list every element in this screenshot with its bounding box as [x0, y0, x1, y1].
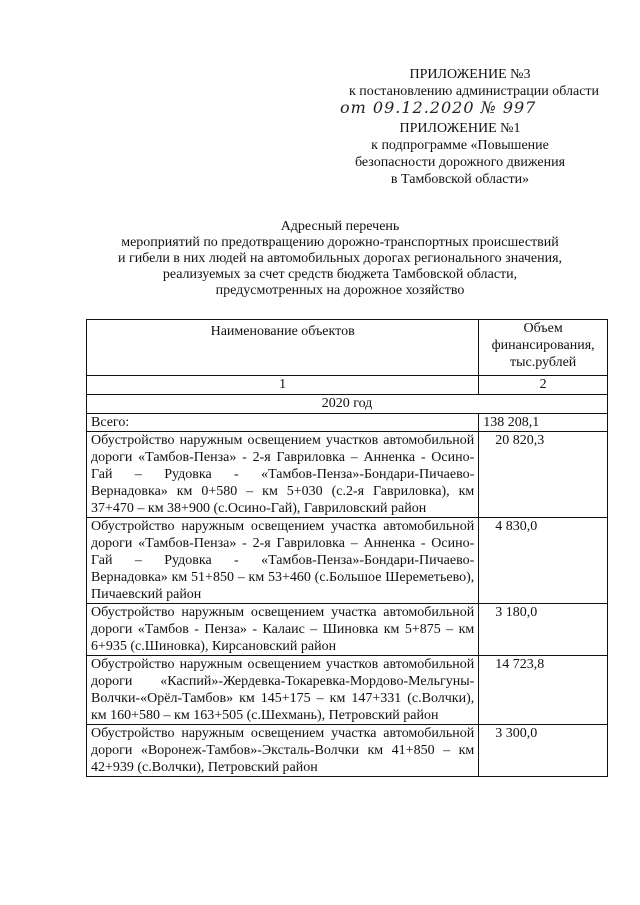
column-number: 2	[479, 376, 608, 395]
document-title-line: реализуемых за счет средств бюджета Тамбовской области,	[162, 267, 518, 282]
appendix1-header	[330, 120, 590, 188]
total-row	[87, 414, 608, 432]
handwritten-date-number	[340, 98, 610, 120]
document-title	[80, 219, 600, 299]
document-title-line: предусмотренных на дорожное хозяйство	[215, 283, 465, 298]
table-row	[87, 656, 608, 725]
column-number: 1	[87, 376, 479, 395]
column-header-volume-line: финансирования,	[491, 338, 595, 353]
object-name: Обустройство наружным освещением участка автомобильной дороги «Тамбов-Пенза» - 2-я Гавриловка – Анненка - Осино-Гай – Рудовка - «Тамбов-Пенза»-Бондари-Пичаево-Вернадовка» км 51+850 – км 53+460 (с.Большое Шереметьево), Пичаевский район	[87, 518, 479, 604]
object-name: Обустройство наружным освещением участка автомобильной дороги «Тамбов - Пенза» - Калаис – Шиновка км 5+875 – км 6+935 (с.Шиновка), Кирсановский район	[87, 604, 479, 656]
appendix1-line: безопасности дорожного движения	[354, 155, 566, 170]
table-header-row	[87, 320, 608, 376]
handwritten-date-text: от 09.12.2020 № 997	[340, 98, 537, 117]
table-row	[87, 518, 608, 604]
appendix3-title: ПРИЛОЖЕНИЕ №3	[409, 67, 531, 82]
appendix3-line: к постановлению администрации области	[348, 84, 600, 99]
object-value: 20 820,3	[479, 432, 608, 518]
column-header-volume-line: тыс.рублей	[509, 355, 577, 370]
appendix3-header	[300, 66, 640, 100]
object-name: Обустройство наружным освещением участка автомобильной дороги «Воронеж-Тамбов»-Эксталь-Волчки км 41+850 – км 42+939 (с.Волчки), Петровский район	[87, 725, 479, 777]
year-label: 2020 год	[87, 395, 608, 414]
object-value: 4 830,0	[479, 518, 608, 604]
column-header-name: Наименование объектов	[87, 320, 479, 376]
total-value: 138 208,1	[479, 414, 608, 432]
object-value: 3 300,0	[479, 725, 608, 777]
document-heading: Адресный перечень	[280, 219, 400, 234]
appendix1-title: ПРИЛОЖЕНИЕ №1	[399, 121, 521, 136]
year-row	[87, 395, 608, 414]
table-row	[87, 432, 608, 518]
document-title-line: мероприятий по предотвращению дорожно-транспортных происшествий	[121, 235, 559, 250]
appendix1-line: к подпрограмме «Повышение	[371, 138, 549, 153]
table-row	[87, 604, 608, 656]
object-value: 3 180,0	[479, 604, 608, 656]
object-name: Обустройство наружным освещением участков автомобильной дороги «Каспий»-Жердевка-Токаревка-Мордово-Мельгуны-Волчки-«Орёл-Тамбов» км 145+175 – км 147+331 (с.Волчки), км 160+580 – км 163+505 (с.Шехмань), Петровский район	[87, 656, 479, 725]
column-header-volume-line: Объем	[523, 321, 563, 336]
object-name: Обустройство наружным освещением участков автомобильной дороги «Тамбов-Пенза» - 2-я Гавриловка – Анненка - Осино-Гай – Рудовка - «Тамбов-Пенза»-Бондари-Пичаево-Вернадовка» км 0+580 – км 5+030 (с.2-я Гавриловка), км 37+470 – км 38+900 (с.Осино-Гай), Гавриловский район	[87, 432, 479, 518]
column-header-volume	[479, 320, 608, 376]
objects-table	[86, 319, 608, 777]
total-label: Всего:	[87, 414, 479, 432]
column-number-row	[87, 376, 608, 395]
document-title-line: и гибели в них людей на автомобильных дорогах регионального значения,	[117, 251, 563, 266]
table-row	[87, 725, 608, 777]
appendix1-line: в Тамбовской области»	[390, 172, 530, 187]
object-value: 14 723,8	[479, 656, 608, 725]
